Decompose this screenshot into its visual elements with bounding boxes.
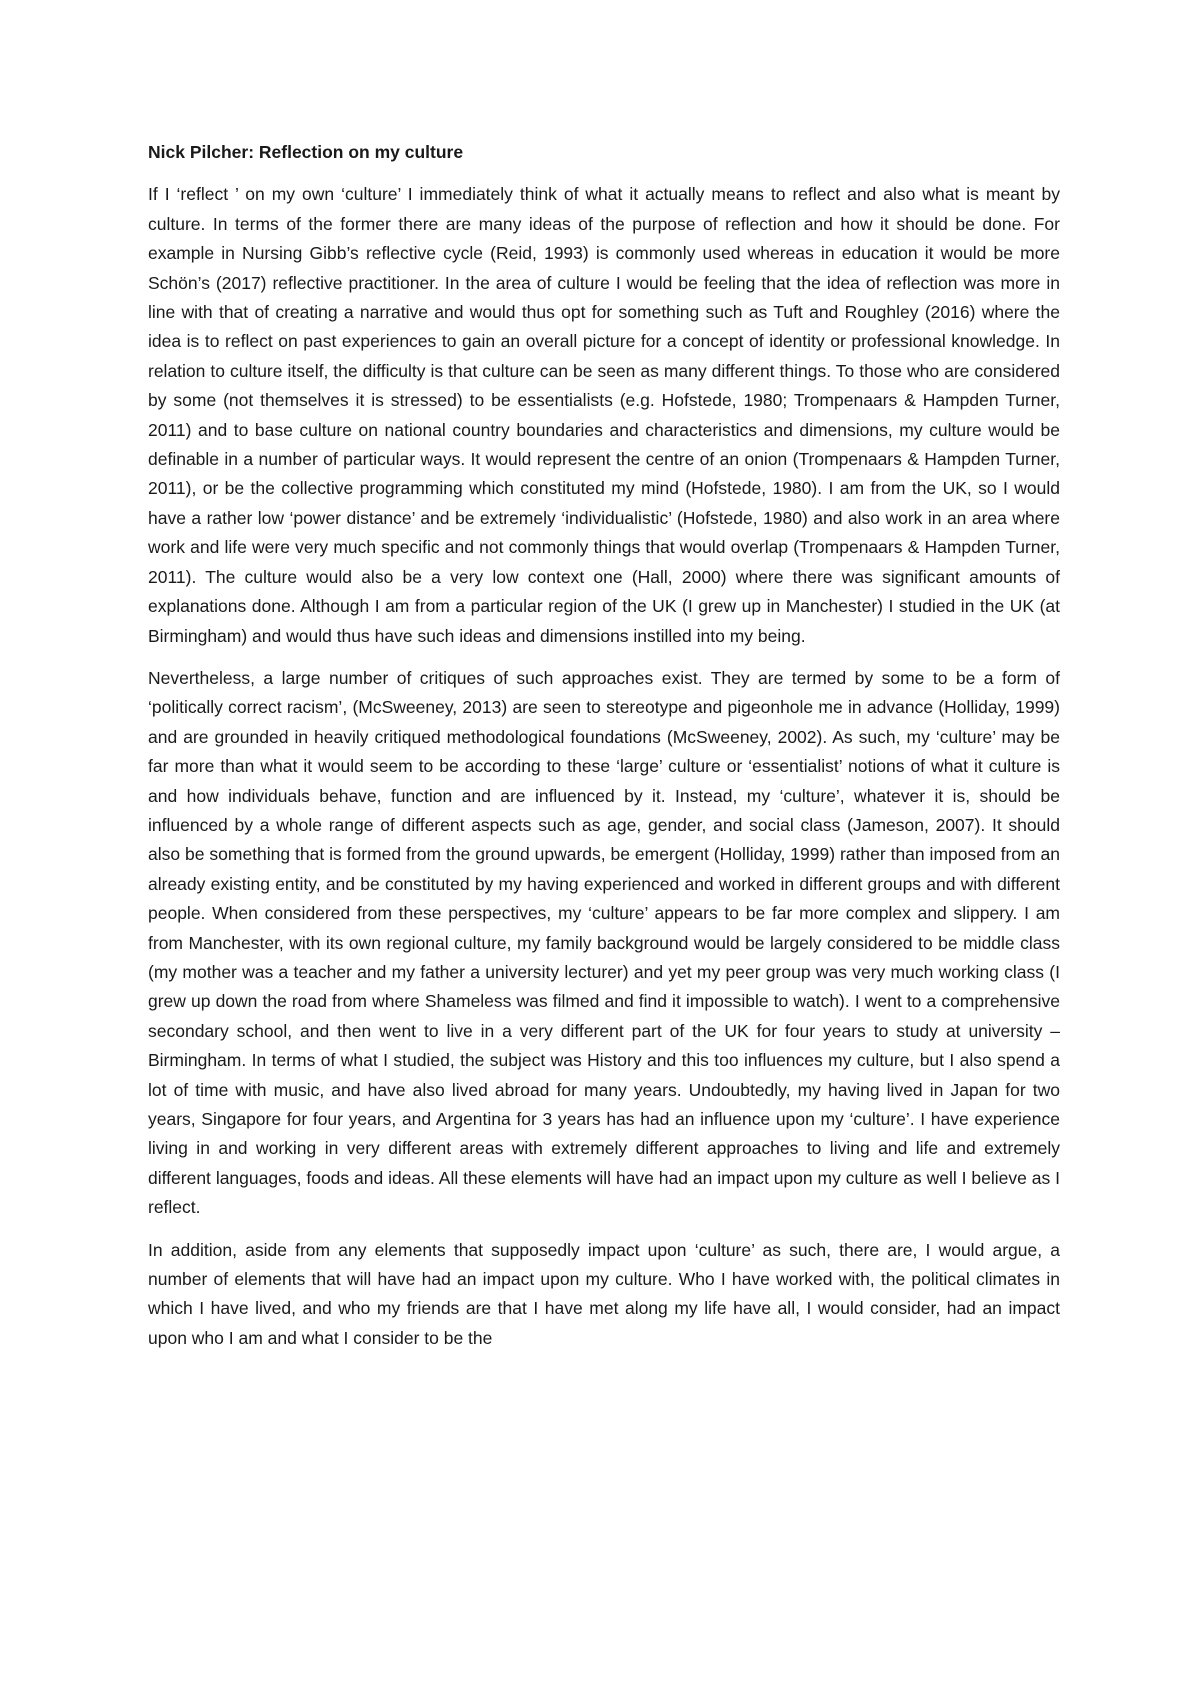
document-title: Nick Pilcher: Reflection on my culture — [148, 142, 464, 162]
document-page — [148, 138, 1060, 1366]
paragraph-1: If I ‘reflect ’ on my own ‘culture’ I immediately think of what it actually means to reflect and also what is meant by culture. In terms of the former there are many ideas of the purpose of reflection and how it should be done. For example in Nursing Gibb’s reflective cycle (Reid, 1993) is commonly used whereas in education it would be more Schӧn’s (2017) reflective practitioner. In the area of culture I would be feeling that the idea of reflection was more in line with that of creating a narrative and would thus opt for something such as Tuft and Roughley (2016) where the idea is to reflect on past experiences to gain an overall picture for a concept of identity or professional knowledge. In relation to culture itself, the difficulty is that culture can be seen as many different things. To those who are considered by some (not themselves it is stressed) to be essentialists (e.g. Hofstede, 1980; Trompenaars & Hampden Turner, 2011) and to base culture on national country boundaries and characteristics and dimensions, my culture would be definable in a number of particular ways. It would represent the centre of an onion (Trompenaars & Hampden Turner, 2011), or be the collective programming which constituted my mind (Hofstede, 1980). I am from the UK, so I would have a rather low ‘power distance’ and be extremely ‘individualistic’ (Hofstede, 1980) and also work in an area where work and life were very much specific and not commonly things that would overlap (Trompenaars & Hampden Turner, 2011). The culture would also be a very low context one (Hall, 2000) where there was significant amounts of explanations done. Although I am from a particular region of the UK (I grew up in Manchester) I studied in the UK (at Birmingham) and would thus have such ideas and dimensions instilled into my being. — [148, 184, 1060, 646]
paragraph-2: Nevertheless, a large number of critiques of such approaches exist. They are termed by some to be a form of ‘politically correct racism’, (McSweeney, 2013) are seen to stereotype and pigeonhole me in advance (Holliday, 1999) and are grounded in heavily critiqued methodological foundations (McSweeney, 2002). As such, my ‘culture’ may be far more than what it would seem to be according to these ‘large’ culture or ‘essentialist’ notions of what it culture is and how individuals behave, function and are influenced by it. Instead, my ‘culture’, whatever it is, should be influenced by a whole range of different aspects such as age, gender, and social class (Jameson, 2007). It should also be something that is formed from the ground upwards, be emergent (Holliday, 1999) rather than imposed from an already existing entity, and be constituted by my having experienced and worked in different groups and with different people. When considered from these perspectives, my ‘culture’ appears to be far more complex and slippery. I am from Manchester, with its own regional culture, my family background would be largely considered to be middle class (my mother was a teacher and my father a university lecturer) and yet my peer group was very much working class (I grew up down the road from where Shameless was filmed and find it impossible to watch). I went to a comprehensive secondary school, and then went to live in a very different part of the UK for four years to study at university – Birmingham. In terms of what I studied, the subject was History and this too influences my culture, but I also spend a lot of time with music, and have also lived abroad for many years. Undoubtedly, my having lived in Japan for two years, Singapore for four years, and Argentina for 3 years has had an influence upon my ‘culture’. I have experience living in and working in very different areas with extremely different approaches to living and life and extremely different languages, foods and ideas. All these elements will have had an impact upon my culture as well I believe as I reflect. — [148, 667, 1060, 1218]
paragraph-3: In addition, aside from any elements that supposedly impact upon ‘culture’ as such, there are, I would argue, a number of elements that will have had an impact upon my culture. Who I have worked with, the political climates in which I have lived, and who my friends are that I have met along my life have all, I would consider, had an impact upon who I am and what I consider to be the — [148, 1239, 1060, 1348]
